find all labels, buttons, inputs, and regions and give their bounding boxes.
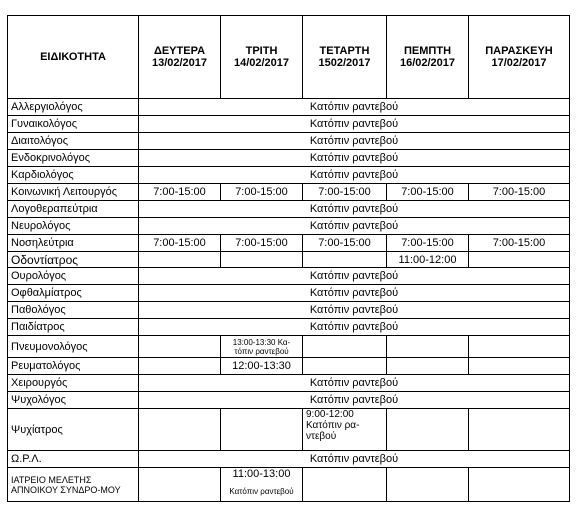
- schedule-cell-mon: [139, 468, 221, 502]
- schedule-cell-wed: [303, 468, 387, 502]
- specialty-name: Πνευμονολόγος: [8, 336, 139, 358]
- schedule-cell-mon: [139, 409, 221, 451]
- schedule-cell-tue: 7:00-15:00: [221, 184, 303, 201]
- table-row: [8, 218, 570, 235]
- day-date: 13/02/2017: [151, 57, 208, 69]
- header-day-wed: [303, 16, 387, 99]
- table-row: [8, 285, 570, 302]
- specialty-name: Οφθαλμίατρος: [8, 285, 139, 302]
- schedule-cell-thu: 7:00-15:00: [387, 184, 469, 201]
- schedule-cell-thu: 11:00-12:00: [387, 252, 469, 268]
- time-text: 11:00-13:00: [232, 468, 291, 480]
- schedule-cell: Κατόπιν ραντεβού: [139, 167, 570, 184]
- schedule-cell-thu: [387, 336, 469, 358]
- specialty-name: Ψυχολόγος: [8, 392, 139, 409]
- schedule-cell-tue: [221, 409, 303, 451]
- schedule-cell-mon: 7:00-15:00: [139, 184, 221, 201]
- schedule-cell: Κατόπιν ραντεβού: [139, 218, 570, 235]
- specialty-name: Οδοντίατρος: [8, 252, 139, 268]
- header-specialty: ΕΙΔΙΚΟΤΗΤΑ: [8, 16, 139, 99]
- day-name: ΠΕΜΠΤΗ: [403, 45, 452, 57]
- schedule-cell: Κατόπιν ραντεβού: [139, 375, 570, 392]
- day-name: ΤΕΤΑΡΤΗ: [319, 45, 370, 57]
- header-day-thu: [387, 16, 469, 99]
- schedule-cell-mon: [139, 252, 221, 268]
- schedule-cell-tue: 12:00-13:30: [221, 358, 303, 375]
- day-date: 1502/2017: [318, 57, 371, 69]
- table-row: [8, 235, 570, 252]
- specialty-name: Διαιτολόγος: [8, 133, 139, 150]
- note-text: Κατόπιν ραντεβού: [229, 487, 294, 496]
- specialty-name: Ω.Ρ.Λ.: [8, 451, 139, 468]
- specialty-name: Νευρολόγος: [8, 218, 139, 235]
- table-row: [8, 184, 570, 201]
- table-row: [8, 268, 570, 285]
- schedule-cell: Κατόπιν ραντεβού: [139, 268, 570, 285]
- schedule-cell-fri: 7:00-15:00: [469, 235, 570, 252]
- specialty-name: Λογοθεραπεύτρια: [8, 201, 139, 218]
- schedule-cell-wed: [303, 358, 387, 375]
- header-row: [8, 16, 570, 99]
- schedule-cell-fri: [469, 252, 570, 268]
- schedule-cell-tue: [221, 252, 303, 268]
- table-row: [8, 252, 570, 268]
- schedule-cell: Κατόπιν ραντεβού: [139, 302, 570, 319]
- table-row: [8, 201, 570, 218]
- schedule-table: [7, 15, 570, 502]
- specialty-name: Κοινωνική Λειτουργός: [8, 184, 139, 201]
- schedule-cell: Κατόπιν ραντεβού: [139, 116, 570, 133]
- schedule-cell-wed: [303, 336, 387, 358]
- schedule-cell-thu: [387, 468, 469, 502]
- schedule-cell-wed: 7:00-15:00: [303, 235, 387, 252]
- schedule-cell: Κατόπιν ραντεβού: [139, 201, 570, 218]
- day-name: ΔΕΥΤΕΡΑ: [153, 45, 206, 57]
- schedule-cell-fri: [469, 468, 570, 502]
- specialty-name: Ενδοκρινολόγος: [8, 150, 139, 167]
- specialty-name: Γυναικολόγος: [8, 116, 139, 133]
- schedule-cell-thu: [387, 409, 469, 451]
- specialty-name: Παιδίατρος: [8, 319, 139, 336]
- table-row: [8, 468, 570, 502]
- schedule-cell: Κατόπιν ραντεβού: [139, 150, 570, 167]
- schedule-cell-tue: 7:00-15:00: [221, 235, 303, 252]
- table-row: [8, 133, 570, 150]
- schedule-cell-thu: 7:00-15:00: [387, 235, 469, 252]
- schedule-cell-fri: 7:00-15:00: [469, 184, 570, 201]
- schedule-cell-wed: 7:00-15:00: [303, 184, 387, 201]
- table-row: [8, 319, 570, 336]
- schedule-cell-fri: [469, 336, 570, 358]
- schedule-cell-fri: [469, 358, 570, 375]
- specialty-name: Αλλεργιολόγος: [8, 99, 139, 116]
- day-name: ΠΑΡΑΣΚΕΥΗ: [485, 45, 553, 57]
- schedule-cell-mon: 7:00-15:00: [139, 235, 221, 252]
- schedule-cell: Κατόπιν ραντεβού: [139, 451, 570, 468]
- schedule-cell-tue: [221, 468, 303, 502]
- schedule-cell-thu: [387, 358, 469, 375]
- specialty-name: Ρευματολόγος: [8, 358, 139, 375]
- table-row: [8, 392, 570, 409]
- specialty-name: Ουρολόγος: [8, 268, 139, 285]
- schedule-cell: Κατόπιν ραντεβού: [139, 99, 570, 116]
- schedule-cell: Κατόπιν ραντεβού: [139, 392, 570, 409]
- schedule-cell: Κατόπιν ραντεβού: [139, 133, 570, 150]
- header-day-mon: [139, 16, 221, 99]
- specialty-name: Παθολόγος: [8, 302, 139, 319]
- day-name: ΤΡΙΤΗ: [245, 45, 278, 57]
- schedule-cell-mon: [139, 358, 221, 375]
- specialty-name: Ψυχίατρος: [8, 409, 139, 451]
- schedule-cell-wed: 9:00-12:00 Κατόπιν ρα-ντεβού: [303, 409, 387, 451]
- specialty-name: Νοσηλεύτρια: [8, 235, 139, 252]
- table-row: [8, 150, 570, 167]
- table-row: [8, 116, 570, 133]
- schedule-cell: Κατόπιν ραντεβού: [139, 285, 570, 302]
- table-row: [8, 167, 570, 184]
- day-date: 16/02/2017: [399, 57, 456, 69]
- schedule-cell: Κατόπιν ραντεβού: [139, 319, 570, 336]
- table-row: [8, 375, 570, 392]
- specialty-name: Χειρουργός: [8, 375, 139, 392]
- table-row: [8, 336, 570, 358]
- table-row: [8, 409, 570, 451]
- schedule-cell-fri: [469, 409, 570, 451]
- schedule-cell-wed: [303, 252, 387, 268]
- specialty-name: ΙΑΤΡΕΙΟ ΜΕΛΕΤΗΣ ΑΠΝΟΙΚΟΥ ΣΥΝΔΡΟ-ΜΟΥ: [8, 468, 139, 502]
- table-row: [8, 451, 570, 468]
- schedule-cell-tue: 13:00-13:30 Κα-τόπιν ραντεβού: [221, 336, 303, 358]
- table-row: [8, 302, 570, 319]
- table-row: [8, 358, 570, 375]
- header-day-tue: [221, 16, 303, 99]
- schedule-cell-mon: [139, 336, 221, 358]
- day-date: 17/02/2017: [491, 57, 547, 69]
- specialty-name: Καρδιολόγος: [8, 167, 139, 184]
- table-row: [8, 99, 570, 116]
- day-date: 14/02/2017: [233, 57, 290, 69]
- header-day-fri: [469, 16, 570, 99]
